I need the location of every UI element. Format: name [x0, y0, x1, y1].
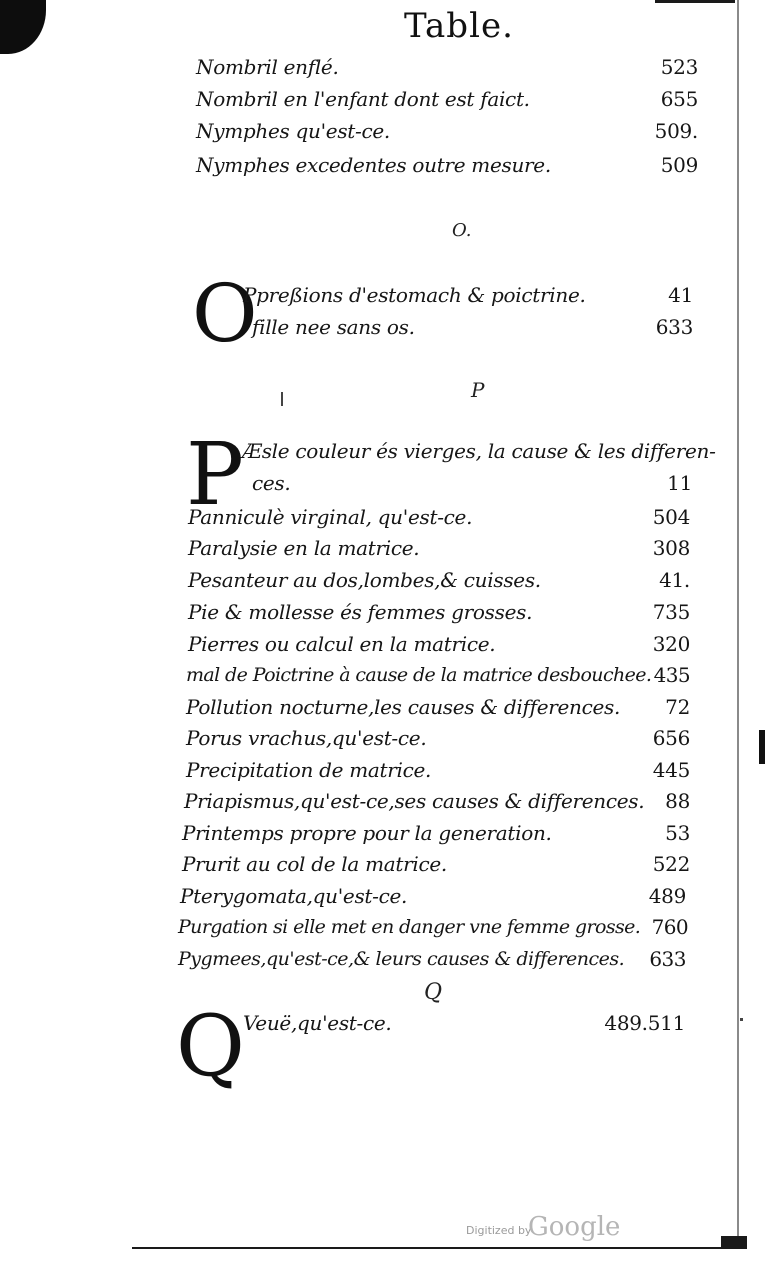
entry-page: 435 [653, 663, 690, 687]
entry-page: 53 [665, 821, 690, 845]
entry-text: Pygmees,qu'est-ce,& leurs causes & differences. [178, 948, 625, 970]
scan-corner-shadow [0, 0, 46, 54]
index-entry [252, 312, 693, 342]
drop-cap-p: P [186, 425, 244, 525]
entry-text: Veuë,qu'est-ce. [243, 1011, 392, 1035]
index-entry [184, 786, 690, 816]
entry-text: Nombril en l'enfant dont est faict. [196, 87, 530, 111]
index-entry [188, 597, 690, 627]
scan-bottom-corner [721, 1236, 747, 1248]
entry-page: 633 [655, 315, 693, 339]
entry-page: 735 [652, 600, 690, 624]
entry-text: Paralysie en la matrice. [188, 536, 420, 560]
entry-text: mal de Poictrine à cause de la matrice desbouchee. [186, 664, 652, 686]
entry-page: 308 [652, 536, 690, 560]
entry-text: Nymphes qu'est-ce. [196, 119, 390, 143]
entry-text: Porus vrachus,qu'est-ce. [186, 726, 427, 750]
entry-text: Pierres ou calcul en la matrice. [188, 632, 496, 656]
scan-right-edge [737, 0, 739, 1248]
entry-text: ces. [252, 471, 291, 495]
index-entry [196, 52, 698, 82]
entry-text: Pesanteur au dos,lombes,& cuisses. [188, 568, 541, 592]
entry-page: 41. [659, 568, 690, 592]
entry-page: 489.511 [604, 1011, 685, 1035]
index-entry [186, 723, 690, 753]
index-entry [188, 533, 690, 563]
entry-page: 504 [652, 505, 690, 529]
entry-text: Nymphes excedentes outre mesure. [196, 153, 551, 177]
index-entry [182, 818, 690, 848]
entry-text: Pie & mollesse és femmes grosses. [188, 600, 533, 624]
index-entry [180, 881, 686, 911]
entry-text: Pterygomata,qu'est-ce. [180, 884, 408, 908]
index-entry [196, 116, 698, 146]
scan-top-edge [655, 0, 735, 3]
scan-speck [740, 1018, 743, 1021]
entry-page: 655 [660, 87, 698, 111]
section-heading-o: O. [452, 220, 472, 241]
entry-text: Panniculè virginal, qu'est-ce. [188, 505, 473, 529]
page-title: Table. [404, 6, 514, 46]
entry-text: Nombril enflé. [196, 55, 339, 79]
entry-page: 523 [660, 55, 698, 79]
entry-page: 656 [652, 726, 690, 750]
index-entry [243, 1008, 685, 1038]
entry-page: 489 [648, 884, 686, 908]
index-entry [242, 436, 716, 466]
entry-page: 633 [649, 947, 686, 971]
index-entry [196, 84, 698, 114]
digitized-by-label: Digitized by [466, 1224, 532, 1237]
index-entry [196, 150, 698, 180]
entry-page: 760 [651, 915, 688, 939]
entry-text: fille nee sans os. [252, 315, 415, 339]
entry-page: 522 [652, 852, 690, 876]
index-entry [182, 849, 690, 879]
entry-page: 445 [652, 758, 690, 782]
drop-cap-o: O [192, 267, 258, 360]
index-entry [188, 629, 690, 659]
index-entry [186, 660, 690, 690]
entry-page: 88 [665, 789, 690, 813]
entry-text: Ppreßions d'estomach & poictrine. [243, 283, 586, 307]
index-entry [186, 755, 690, 785]
entry-text: Priapismus,qu'est-ce,ses causes & differences. [184, 789, 645, 813]
entry-page: 11 [667, 471, 692, 495]
entry-page: 320 [652, 632, 690, 656]
entry-text: Purgation si elle met en danger vne femme grosse. [178, 916, 641, 938]
index-entry [186, 692, 690, 722]
entry-text: Prurit au col de la matrice. [182, 852, 447, 876]
entry-page: 509. [654, 119, 698, 143]
google-logo: Google [528, 1212, 621, 1242]
scan-bottom-edge [132, 1247, 747, 1249]
entry-page: 72 [665, 695, 690, 719]
index-entry [243, 280, 693, 310]
index-entry [188, 502, 690, 532]
scan-speck [281, 392, 283, 406]
index-entry [178, 944, 686, 974]
index-entry [178, 912, 688, 942]
section-heading-p: P [471, 378, 485, 402]
entry-text: Æsle couleur és vierges, la cause & les differen- [242, 439, 716, 463]
entry-page: 41 [668, 283, 693, 307]
entry-text: Precipitation de matrice. [186, 758, 432, 782]
index-entry [188, 565, 690, 595]
drop-cap-q: Q [176, 997, 245, 1095]
scan-right-mark [759, 730, 765, 764]
index-entry-continuation [252, 468, 692, 498]
entry-page: 509 [660, 153, 698, 177]
section-heading-q: Q [424, 980, 443, 1005]
entry-text: Pollution nocturne,les causes & differences. [186, 695, 621, 719]
entry-text: Printemps propre pour la generation. [182, 821, 552, 845]
